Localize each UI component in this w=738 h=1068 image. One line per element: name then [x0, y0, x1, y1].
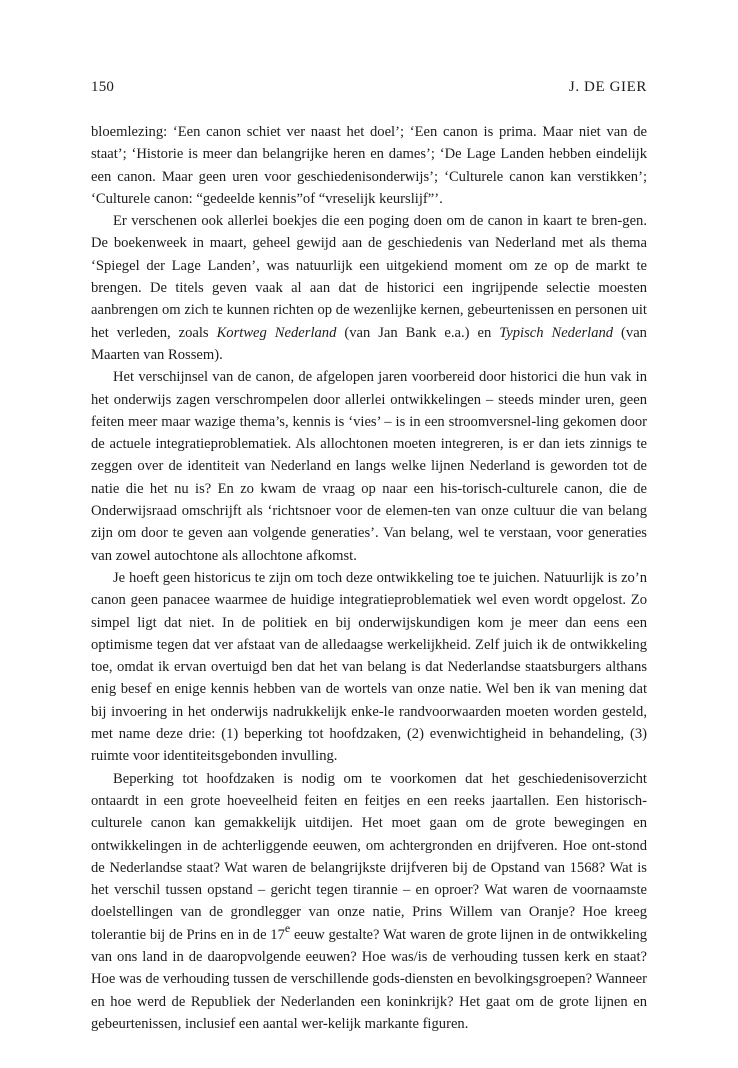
paragraph-3 [91, 366, 647, 567]
paragraph-5 [91, 768, 647, 1036]
paragraph-text: (van Jan Bank e.a.) en [336, 324, 500, 341]
paragraph-1 [91, 121, 647, 210]
paragraph-text: Beperking tot hoofdzaken is nodig om te voorkomen dat het geschiedenisoverzicht ontaardt in een grote hoeveelheid feiten en feitjes en een reeks jaartallen. Een historisch-culturele canon kan gemakkelijk uitdijen. Het moet gaan om de grote bewegingen en ontwikkelingen in de achterliggende eeuwen, om achtergronden en drijfveren. Hoe ont-stond de Nederlandse staat? Wat waren de belangrijkste drijfveren bij de Opstand van 1568? Wat is het verschil tussen opstand – gericht tegen tirannie – en oproer? Wat waren de voornaamste doelstellingen van de grondlegger van onze natie, Prins Willem van Oranje? Hoe kreeg tolerantie bij de Prins en in de 17 [91, 770, 647, 943]
body-text [91, 121, 647, 1035]
page-number: 150 [91, 79, 115, 95]
paragraph-text: Het verschijnsel van de canon, de afgelopen jaren voorbereid door historici die hun vak in het onderwijs zagen verschrompelen door allerlei ontwikkelingen – steeds minder uren, geen feiten meer maar wazige thema’s, kennis is ‘vies’ – is in een stroomversnel-ling gekomen door de actuele integratieproblematiek. Als allochtonen moeten integreren, is er dan iets zinnigs te zeggen over de identiteit van Nederland en langs welke lijnen Nederland is geworden tot de natie die het nu is? En zo kwam de vraag op naar een his-torisch-culturele canon, die de Onderwijsraad omschrijft als ‘richtsnoer voor de elemen-ten van onze cultuur die van belang zijn om door te geven aan volgende generaties’. Van belang, wel te verstaan, voor generaties van zowel autochtone als allochtone afkomst. [91, 369, 647, 564]
paragraph-text: eeuw gestalte? Wat waren de grote lijnen in de ontwikkeling van ons land in de daaropvolgende eeuwen? Hoe was/is de verhouding tussen kerk en staat? Hoe was de verhouding tussen de verschillende gods-diensten en bevolkingsgroepen? Wanneer en hoe werd de Republiek der Nederlanden een koninkrijk? Het gaat om de grote lijnen en gebeurtenissen, inclusief een aantal wer-kelijk markante figuren. [91, 926, 647, 1032]
page-header [91, 79, 647, 99]
book-title: Typisch Nederland [499, 324, 614, 341]
superscript-ordinal: e [284, 920, 291, 935]
paragraph-text: Je hoeft geen historicus te zijn om toch deze ontwikkeling toe te juichen. Natuurlijk is zo’n canon geen panacee waarmee de huidige integratieproblematiek wel even wordt opgelost. Zo simpel ligt dat niet. In de politiek en bij onderwijskundigen kom je meer dan eens een optimisme tegen dat ver afstaat van de alledaagse werkelijkheid. Zelf juich ik de ontwikkeling toe, omdat ik ervan overtuigd ben dat het van belang is dat Nederlandse staatsburgers althans enig besef en enige kennis hebben van de wortels van onze natie. Wel ben ik van mening dat bij invoering in het onderwijs nadrukkelijk enke-le randvoorwaarden moeten worden gesteld, met name deze drie: (1) beperking tot hoofdzaken, (2) evenwichtigheid in behandeling, (3) ruimte voor identiteitsgebonden invulling. [91, 569, 647, 765]
paragraph-text: Er verschenen ook allerlei boekjes die een poging doen om de canon in kaart te bren-gen. De boekenweek in maart, geheel gewijd aan de geschiedenis van Nederland met als thema ‘Spiegel der Lage Landen’, was natuurlijk een uitgekiend moment om ze op de markt te brengen. De titels geven vaak al aan dat de historici een ingrijpende selectie moesten aanbrengen om zich te kunnen richten op de wezenlijke kernen, gebeurtenissen en personen uit het verleden, zoals [91, 213, 647, 341]
paragraph-text: (van Maarten van Rossem). [91, 324, 647, 363]
paragraph-2 [91, 210, 647, 366]
paragraph-text: bloemlezing: ‘Een canon schiet ver naast het doel’; ‘Een canon is prima. Maar niet van de staat’; ‘Historie is meer dan belangrijke heren en dames’; ‘De Lage Landen hebben eindelijk een canon. Maar geen uren voor geschiedenisonderwijs’; ‘Culturele canon kan verstikken’; ‘Culturele canon: “gedeelde kennis”of “vreselijk keurslijf”’. [91, 124, 647, 207]
running-head: J. DE GIER [568, 79, 647, 95]
book-title: Kortweg Nederland [216, 324, 337, 341]
paragraph-4 [91, 567, 647, 768]
